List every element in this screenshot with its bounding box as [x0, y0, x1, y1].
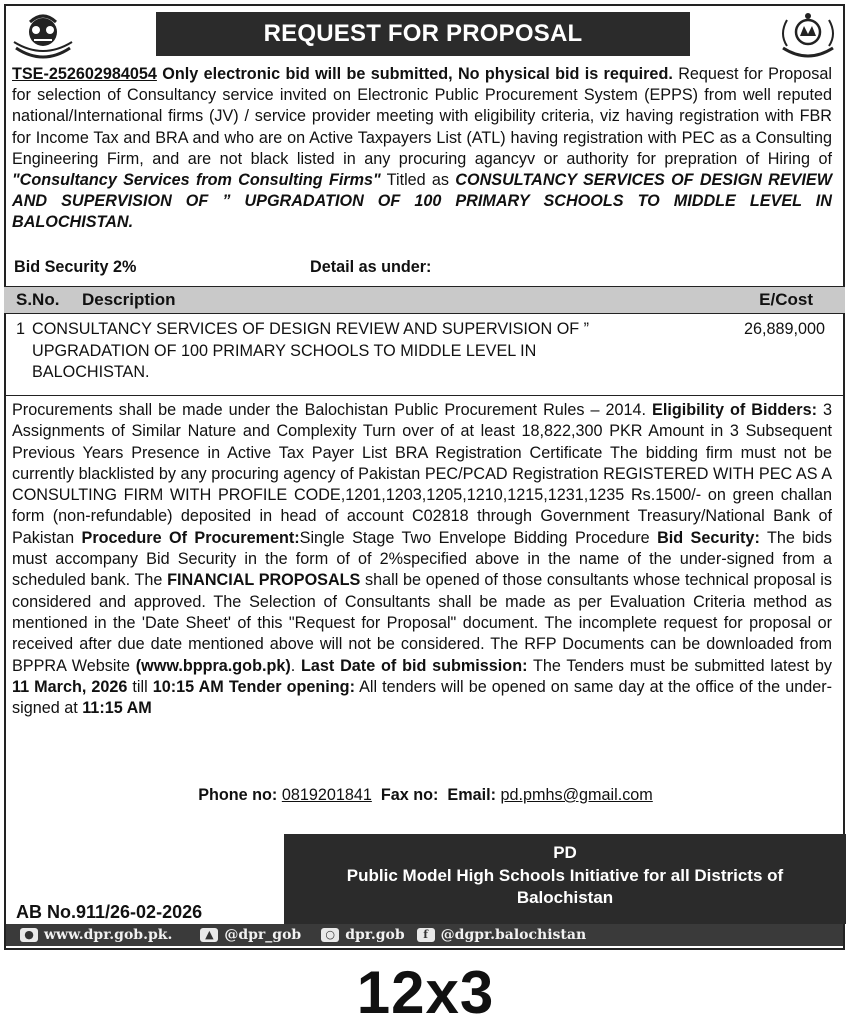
titled-as-text: Titled as — [380, 171, 456, 190]
title-banner — [156, 12, 690, 56]
electronic-bid-note: Only electronic bid will be submitted, No physical bid is required. — [156, 65, 673, 83]
due-date: 11 March, 2026 — [12, 677, 128, 696]
balochistan-emblem-logo — [8, 8, 78, 66]
bid-security-label: Bid Security: — [657, 528, 760, 547]
procurement-details-paragraph — [12, 400, 832, 719]
last-date-label: Last Date of bid submission: — [301, 656, 528, 675]
globe-icon: ● — [20, 928, 38, 942]
eligibility-label: Eligibility of Bidders: — [652, 401, 817, 419]
intro-text: Request for Proposal for selection of Consultancy service invited on Electronic Public Procurement System (EPPS) from well reputed national/International firms (JV) / service provider meeting with eligibility criteria, viz having registration with FBR for Income Tax and BRA and who are on Active Taxpayers List (ATL) having registration with PEC as a Consulting Engineering Firm, and are not black listed in any procuring agancyv or authority for prepration of Hiring of — [12, 65, 832, 168]
twitter-icon: ▲ — [200, 928, 218, 942]
detail-as-under: Detail as under: — [310, 258, 432, 276]
office-box — [284, 834, 846, 924]
phone-label: Phone no: — [198, 786, 278, 804]
footer-website[interactable] — [20, 927, 172, 943]
header-description: Description — [82, 290, 176, 309]
facebook-icon: f — [417, 928, 435, 942]
office-province: Balochistan — [516, 888, 614, 907]
submission-text: The Tenders must be submitted latest by — [527, 656, 832, 675]
footer-facebook-text: @dgpr.balochistan — [440, 927, 587, 943]
ab-number: AB No.911/26-02-2026 — [16, 902, 203, 922]
row-description: CONSULTANCY SERVICES OF DESIGN REVIEW AND SUPERVISION OF ” UPGRADATION OF 100 PRIMARY SCHOOLS TO MIDDLE LEVEL IN BALOCHISTAN. — [32, 320, 590, 381]
due-time: 10:15 AM — [152, 677, 224, 696]
tender-opening-label: Tender opening: — [228, 677, 355, 696]
financial-proposals-label: FINANCIAL PROPOSALS — [167, 571, 361, 590]
contact-line — [0, 786, 851, 805]
email-label: Email: — [447, 786, 497, 804]
fax-label: Fax no: — [380, 786, 439, 804]
header-cost: E/Cost — [759, 290, 813, 309]
row-sno: 1 — [16, 320, 26, 338]
project-title: CONSULTANCY SERVICES OF DESIGN REVIEW AND SUPERVISION OF ” UPGRADATION OF 100 PRIMARY SCHOOLS TO MIDDLE LEVEL IN BALOCHISTAN. — [12, 171, 833, 232]
email-link[interactable]: pd.pmhs@gmail.com — [500, 786, 653, 804]
government-seal-logo — [773, 8, 843, 66]
period-text: . — [290, 656, 302, 675]
bppra-website-link[interactable]: (www.bppra.gob.pk) — [135, 656, 291, 675]
procedure-text: Single Stage Two Envelope Bidding Procedure — [299, 528, 658, 547]
table-header — [4, 286, 845, 314]
footer-instagram[interactable] — [321, 927, 404, 943]
row-cost: 26,889,000 — [743, 320, 825, 338]
eligibility-text: 3 Assignments of Similar Nature and Complexity Turn over of at least 18,822,300 PKR Amount in 3 Subsequent Previous Years Presence in Active Tax Payer List BRA Registration Certificate The bidding firm must not be currently blacklisted by any procuring agency of Pakistan PEC/PCAD Registration REGISTERED WITH PEC AS A CONSULTING FIRM WITH PROFILE CODE,1201,1203,1205,1210,1215,1231,1235 Rs.1500/- on green challan form (non-refundable) deposited in head of account C02818 through Government Treasury/National Bank of Pakistan — [12, 401, 832, 547]
phone-number[interactable]: 0819201841 — [281, 786, 372, 804]
page-title: REQUEST FOR PROPOSAL — [263, 20, 583, 47]
bid-security-percent: Bid Security 2% — [14, 258, 137, 276]
footer-instagram-text: dpr.gob — [345, 927, 405, 943]
footer-facebook[interactable] — [417, 927, 586, 943]
opening-text: All tenders will be opened on same day at the office of the under-signed at — [12, 677, 832, 718]
footer-twitter[interactable] — [200, 927, 301, 943]
hiring-title: "Consultancy Services from Consulting Firms" — [12, 171, 381, 190]
office-pd: PD — [553, 843, 577, 862]
selection-text: shall be opened of those consultants whose technical proposal is considered and approved. The Selection of Consultants shall be made as per Evaluation Criteria method as mentioned in the 'Date Sheet' of this "Request for Proposal" document. The incomplete request for proposal or received after due date mentioned above will not be considered. The RFP Documents can be downloaded from BPPRA Website — [12, 571, 832, 675]
instagram-icon: ○ — [321, 928, 339, 942]
intro-paragraph — [12, 64, 832, 234]
opening-time: 11:15 AM — [82, 699, 152, 718]
header-sno: S.No. — [16, 290, 60, 309]
procedure-label: Procedure Of Procurement: — [81, 528, 300, 547]
tse-number: TSE-252602984054 — [12, 65, 157, 83]
social-footer-bar — [6, 924, 843, 946]
table-row — [4, 314, 845, 396]
footer-website-text: www.dpr.gob.pk. — [44, 927, 173, 943]
rules-text: Procurements shall be made under the Balochistan Public Procurement Rules – 2014. — [12, 401, 653, 419]
bid-security-row — [14, 258, 431, 277]
till-text: till — [127, 677, 153, 696]
office-name: Public Model High Schools Initiative for all Districts of — [346, 865, 784, 885]
bid-security-text: The bids must accompany Bid Security in the form of of 2%specified above in the name of the under-signed from a scheduled bank. The — [12, 528, 832, 590]
footer-twitter-text: @dpr_gob — [224, 927, 302, 943]
ad-size-label: 12x3 — [356, 959, 495, 1026]
